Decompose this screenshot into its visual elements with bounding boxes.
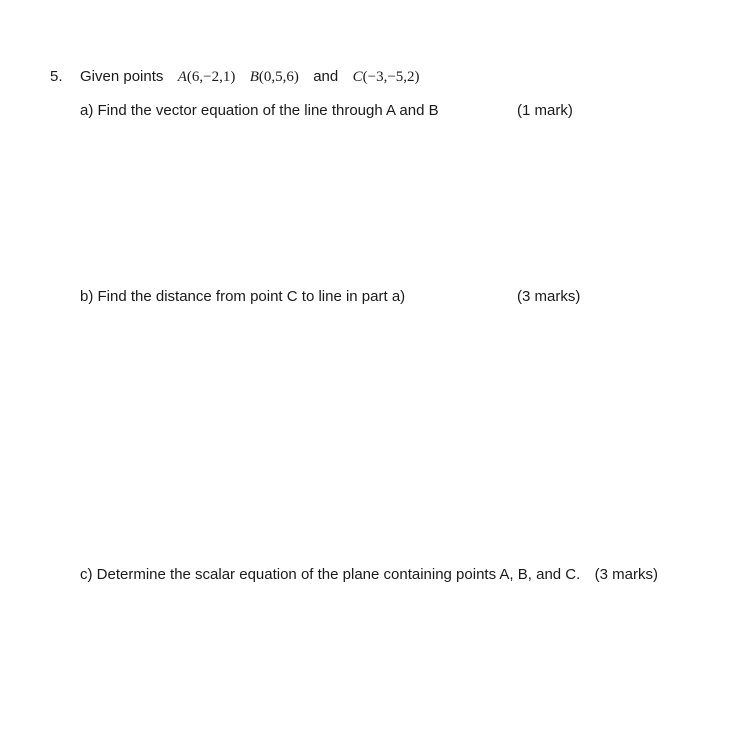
part-a-text: a) Find the vector equation of the line through A and B bbox=[80, 102, 439, 119]
point-a bbox=[178, 69, 236, 85]
point-a-coords: (6,−2,1) bbox=[186, 69, 236, 85]
point-c-label: C bbox=[352, 69, 363, 85]
point-b bbox=[250, 69, 299, 85]
part-a-marks: (1 mark) bbox=[517, 102, 573, 119]
question-number: 5. bbox=[50, 68, 63, 85]
question-joiner: and bbox=[313, 68, 339, 85]
part-b-marks: (3 marks) bbox=[517, 288, 581, 305]
part-c bbox=[80, 566, 658, 584]
part-c-marks: (3 marks) bbox=[594, 566, 658, 583]
point-a-label: A bbox=[177, 69, 187, 85]
point-b-coords: (0,5,6) bbox=[258, 69, 299, 85]
point-b-label: B bbox=[249, 69, 259, 85]
point-c-coords: (−3,−5,2) bbox=[362, 69, 420, 85]
part-c-text: c) Determine the scalar equation of the plane containing points A, B, and C. bbox=[80, 566, 581, 583]
part-b-text: b) Find the distance from point C to line in part a) bbox=[80, 288, 406, 305]
point-c bbox=[353, 69, 420, 85]
question-statement bbox=[80, 68, 420, 86]
question-intro: Given points bbox=[80, 68, 164, 85]
